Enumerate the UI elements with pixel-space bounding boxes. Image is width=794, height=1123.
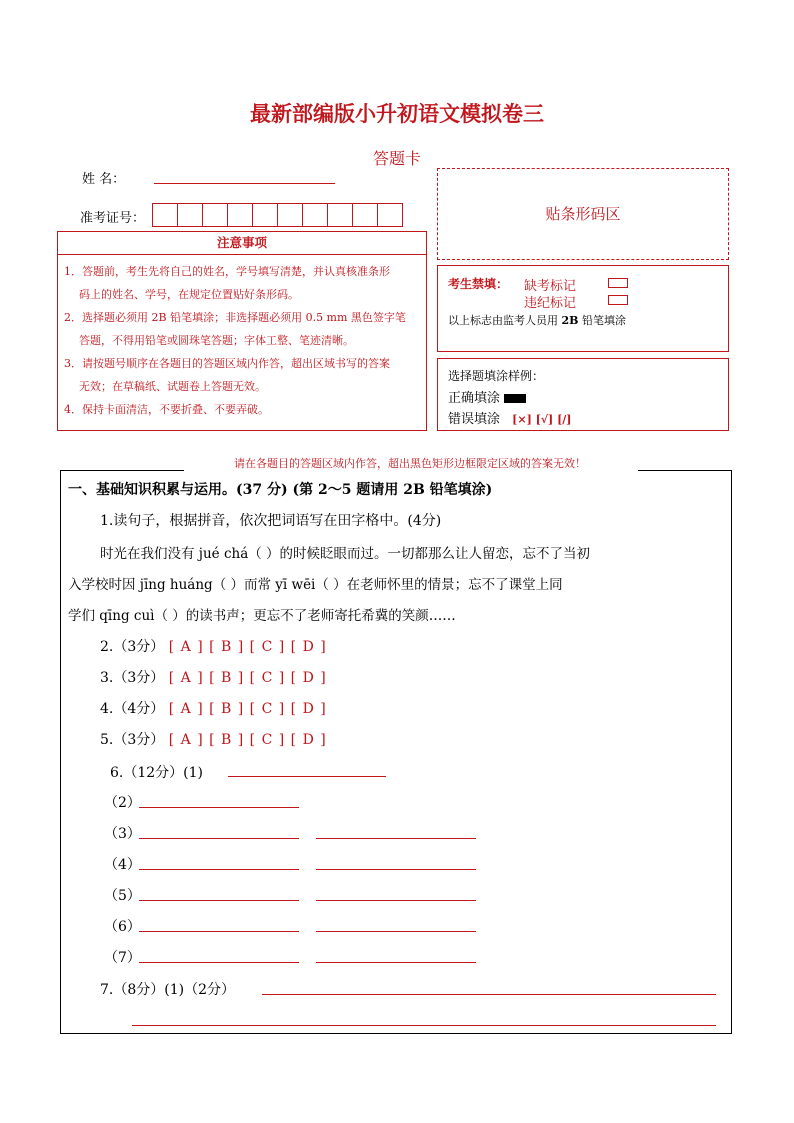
- choice-options[interactable]: [ A ] [ B ] [ C ] [ D ]: [168, 670, 327, 686]
- answer-line[interactable]: [139, 869, 299, 870]
- forbidden-note: [448, 312, 626, 328]
- exam-id-cell[interactable]: [203, 204, 228, 226]
- forbidden-note-suffix: 铅笔填涂: [581, 314, 626, 327]
- answer-sheet-subtitle: 答题卡: [372, 149, 421, 168]
- choice-row[interactable]: [100, 667, 327, 687]
- choice-row[interactable]: [100, 698, 327, 718]
- q6-part-label: （4）: [104, 857, 141, 873]
- exam-id-cell[interactable]: [278, 204, 303, 226]
- name-field[interactable]: [154, 183, 335, 184]
- answer-line[interactable]: [316, 931, 476, 932]
- choice-options[interactable]: [ A ] [ B ] [ C ] [ D ]: [168, 701, 327, 717]
- correct-fill-label: 正确填涂: [448, 391, 501, 406]
- answer-line[interactable]: [262, 994, 716, 995]
- q7-label: 7.（8分）(1)（2分）: [100, 982, 236, 998]
- absent-label: 缺考标记: [524, 279, 577, 294]
- notice-item: 4．保持卡面清洁，不要折叠、不要弄破。: [64, 403, 269, 416]
- choice-row[interactable]: [100, 636, 327, 656]
- choice-label: 3.（3分）: [100, 670, 165, 686]
- barcode-label: 贴条形码区: [545, 205, 621, 223]
- forbidden-note-text: 以上标志由监考人员用: [448, 314, 558, 327]
- wrong-fill-label: 错误填涂: [448, 412, 501, 427]
- warning-text: 请在各题目的答题区域内作答，超出黑色矩形边框限定区域的答案无效！: [234, 457, 586, 470]
- absent-mark[interactable]: [608, 278, 628, 288]
- answer-line[interactable]: [316, 962, 476, 963]
- q6-part-label: （5）: [104, 888, 141, 904]
- q6-part-label: （6）: [104, 919, 141, 935]
- answer-line[interactable]: [316, 900, 476, 901]
- exam-id-cell[interactable]: [303, 204, 328, 226]
- choice-label: 4.（4分）: [100, 701, 165, 717]
- answer-line[interactable]: [139, 900, 299, 901]
- violation-label: 违纪标记: [524, 296, 577, 311]
- choice-options[interactable]: [ A ] [ B ] [ C ] [ D ]: [168, 639, 327, 655]
- notice-item: 无效；在草稿纸、试题卷上答题无效。: [79, 380, 266, 393]
- section1-heading: 一、基础知识积累与运用。(37 分) (第 2～5 题请用 2B 铅笔填涂): [68, 482, 493, 498]
- choice-row[interactable]: [100, 729, 327, 749]
- q1-line: 时光在我们没有 jué chá（ ）的时候眨眼而过。一切都那么让人留恋，忘不了当初: [100, 546, 591, 562]
- choice-label: 5.（3分）: [100, 732, 165, 748]
- correct-fill-mark: [504, 394, 526, 403]
- answer-line[interactable]: [139, 962, 299, 963]
- exam-id-cell[interactable]: [253, 204, 278, 226]
- notice-heading: 注意事项: [58, 232, 426, 255]
- answer-line[interactable]: [316, 869, 476, 870]
- answer-line[interactable]: [139, 838, 299, 839]
- q6-label: 6.（12分）(1): [110, 765, 204, 781]
- choice-label: 2.（3分）: [100, 639, 165, 655]
- q1-line: 学们 qīng cuì（ ）的读书声；更忘不了老师寄托希冀的笑颜……: [68, 608, 456, 624]
- correct-fill-row: [448, 387, 526, 406]
- answer-line[interactable]: [132, 1025, 716, 1026]
- notice-item: 2．选择题必须用 2B 铅笔填涂；非选择题必须用 0.5 mm 黑色签字笔: [64, 311, 406, 324]
- notice-item: 3．请按题号顺序在各题目的答题区域内作答，超出区域书写的答案: [64, 357, 390, 370]
- notice-item: 1．答题前，考生先将自己的姓名，学号填写清楚，并认真核准条形: [64, 265, 390, 278]
- fill-sample-box: [437, 358, 729, 431]
- q1-prompt: 1.读句子，根据拼音，依次把词语写在田字格中。(4分): [100, 513, 442, 529]
- forbidden-box: [437, 265, 729, 352]
- exam-id-label: 准考证号：: [80, 211, 146, 226]
- barcode-area: [437, 168, 729, 260]
- answer-line[interactable]: [139, 931, 299, 932]
- answer-line[interactable]: [316, 838, 476, 839]
- exam-id-cell[interactable]: [328, 204, 353, 226]
- exam-id-cell[interactable]: [353, 204, 378, 226]
- answer-line[interactable]: [139, 807, 299, 808]
- wrong-fill-marks: [×] [√] [/]: [512, 413, 572, 426]
- q6-part-label: （7）: [104, 950, 141, 966]
- exam-id-cell[interactable]: [153, 204, 178, 226]
- forbidden-label: 考生禁填：: [448, 277, 509, 291]
- exam-id-cell[interactable]: [378, 204, 402, 226]
- forbidden-note-2b: 2B: [561, 314, 579, 327]
- choice-options[interactable]: [ A ] [ B ] [ C ] [ D ]: [168, 732, 327, 748]
- answer-line[interactable]: [228, 776, 386, 777]
- q1-line: 入学校时因 jīng huáng（ ）而常 yī wēi（ ）在老师怀里的情景；忘不了课堂上同: [68, 577, 563, 593]
- page-title: 最新部编版小升初语文模拟卷三: [250, 102, 544, 126]
- notice-box: [57, 231, 427, 431]
- wrong-fill-row: [448, 408, 572, 427]
- q6-part-label: （3）: [104, 826, 141, 842]
- fill-sample-heading: 选择题填涂样例：: [448, 369, 545, 383]
- exam-id-cell[interactable]: [178, 204, 203, 226]
- name-label: 姓 名：: [82, 172, 126, 187]
- exam-id-cell[interactable]: [228, 204, 253, 226]
- notice-item: 答题，不得用铅笔或圆珠笔答题；字体工整、笔迹清晰。: [79, 334, 354, 347]
- q6-part-label: （2）: [104, 795, 141, 811]
- notice-item: 码上的姓名、学号，在规定位置贴好条形码。: [79, 288, 299, 301]
- exam-id-boxes[interactable]: [152, 203, 403, 227]
- violation-mark[interactable]: [608, 295, 628, 305]
